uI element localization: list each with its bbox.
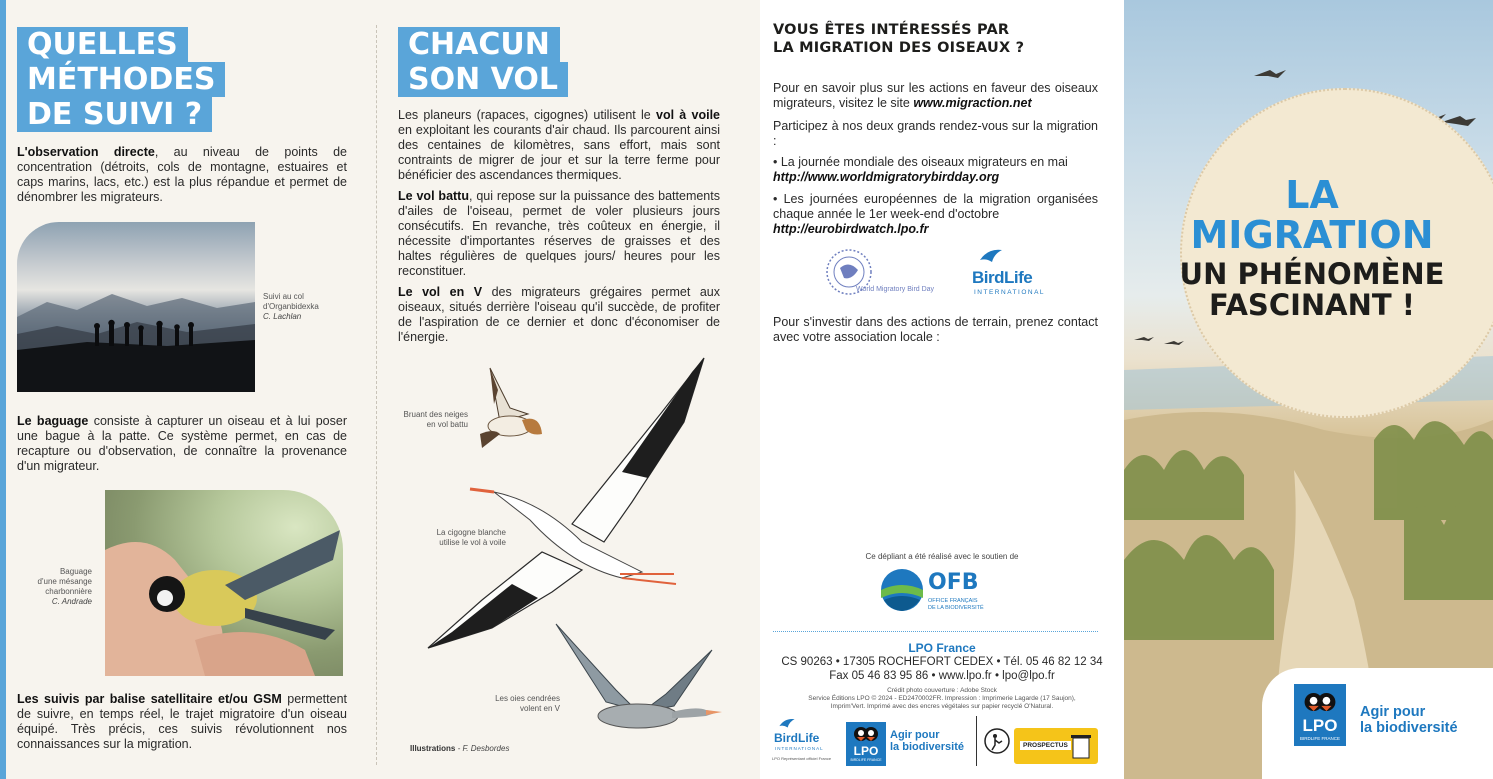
bullet-wmbd [773, 155, 1098, 185]
headline-line: SON VOL [398, 62, 568, 97]
text: Pour en savoir plus sur les actions en faveur des oiseaux migrateurs, visitez le site [773, 81, 1098, 110]
geese-label [476, 694, 560, 714]
photo-ringing-tit [105, 490, 343, 676]
paragraph-tracking [17, 692, 347, 752]
contact-line: Fax 05 46 83 95 86 • www.lpo.fr • lpo@lpo.fr [829, 670, 1055, 682]
agir-line: la biodiversité [890, 741, 964, 753]
prospectus-label: PROSPECTUS [1020, 741, 1071, 750]
cover-subtitle [1152, 257, 1472, 322]
address-line: CS 90263 • 17305 ROCHEFORT CEDEX • Tél. 05 46 82 12 34 [781, 656, 1103, 668]
paragraph-baguage [17, 414, 347, 474]
birdlife-name: BirdLife [972, 268, 1033, 287]
text: , au niveau de points de concentration (détroits, cols de montagne, estuaires et caps marins, lacs, etc.) est la plus répandue et permet de dénombrer les migrateurs. [17, 145, 347, 204]
footer-birdlife-logo [774, 716, 834, 766]
headline-line: QUELLES [17, 27, 188, 62]
methods-headline [17, 27, 225, 132]
ofb-name: OFB [928, 570, 979, 595]
puffin-icon [1302, 688, 1338, 716]
photo2-caption [30, 567, 92, 607]
headline-line: DE SUIVI ? [17, 97, 212, 132]
panel-methods [0, 0, 376, 779]
flight-headline [398, 27, 568, 97]
panel-contact [760, 0, 1124, 779]
ofb-emblem-icon [880, 568, 924, 612]
credit-line: Imprim'Vert. Imprimé avec des encres végétales sur papier recyclé O'Natural. [830, 703, 1054, 710]
headline-line: CHACUN [398, 27, 560, 62]
caption-line: d'Organbidexka [263, 302, 319, 311]
text: Les planeurs (rapaces, cigognes) utilisent le [398, 108, 656, 122]
bullet-eurobirdwatch [773, 192, 1098, 237]
cover-title-la: LA [1285, 173, 1339, 217]
birdlife-logo [972, 246, 1062, 302]
birdlife-bird-icon [978, 246, 1004, 268]
term-v-formation: Le vol en V [398, 285, 483, 299]
dotted-separator [773, 631, 1098, 632]
title-line: LA MIGRATION DES OISEAUX ? [773, 40, 1025, 56]
panel-cover [1124, 0, 1493, 779]
contact-title [773, 21, 1024, 57]
label-line: La cigogne blanche [436, 528, 506, 537]
hand-bird-illustration [105, 490, 343, 676]
subtitle-line: FASCINANT ! [1209, 288, 1415, 322]
cover-lpo-name: LPO [1302, 716, 1338, 735]
label-line: utilise le vol à voile [439, 538, 506, 547]
text: permettent de suivre, en temps réel, le trajet migratoire d'un oiseau équipé. Très précis, ces suivis révolutionnent nos connaissances sur la migration. [17, 692, 347, 751]
caption-line: Baguage [59, 567, 92, 576]
agir-line: Agir pour [1360, 704, 1426, 720]
photo-observers-silhouette [17, 222, 255, 392]
headline-line: MÉTHODES [17, 62, 225, 97]
paragraph-local-association [773, 315, 1098, 345]
label-line: en vol battu [426, 420, 468, 429]
caption-line: charbonnière [45, 587, 92, 596]
caption-line: d'une mésange [37, 577, 92, 586]
paragraph-gliding [398, 108, 720, 183]
footer-agir [890, 729, 964, 753]
subtitle-line: UN PHÉNOMÈNE [1179, 257, 1445, 291]
caption-line: Suivi au col [263, 292, 304, 301]
term-observation: L'observation directe [17, 145, 155, 159]
paragraph-v-formation [398, 285, 720, 345]
footer-lpo-sub: BIRDLIFE FRANCE [850, 758, 882, 762]
greylag-geese-illustration [546, 620, 726, 744]
footer-birdlife-name: BirdLife [774, 731, 820, 745]
support-text: Ce dépliant a été réalisé avec le soutien de [865, 552, 1019, 561]
blue-edge-bar [0, 0, 6, 779]
ofb-sub-line: OFFICE FRANÇAIS [928, 598, 978, 604]
footer-lpo-logo [846, 722, 886, 766]
text: consiste à capturer un oiseau et à lui poser une bague à la patte. Ce système permet, en cas de recapture ou d'observation, de connaître la provenance d'un migrateur. [17, 414, 347, 473]
cover-agir [1360, 704, 1458, 736]
photo1-caption [263, 292, 363, 322]
stork-label [416, 528, 506, 548]
paragraph-flapping [398, 189, 720, 279]
birdlife-bird-icon [778, 716, 796, 732]
term-baguage: Le baguage [17, 414, 89, 428]
ofb-logo [880, 568, 1010, 616]
text: Participez à nos deux grands rendez-vous sur la migration : [773, 119, 1098, 148]
wmbd-logo-text: World Migratory Bird Day [856, 286, 935, 293]
text: Pour s'investir dans des actions de terrain, prenez contact avec votre association locale : [773, 315, 1098, 344]
label-line: volent en V [519, 704, 560, 713]
footer-birdlife-note: LPO Représentant officiel France [772, 756, 832, 761]
photo-credit: C. Lachlan [263, 312, 302, 321]
agir-line: Agir pour [890, 729, 940, 741]
eurobirdwatch-link[interactable]: http://eurobirdwatch.lpo.fr [773, 222, 929, 236]
text: des migrateurs grégaires permet aux oiseaux, situés derrière l'oiseau qu'il succède, de profiter de l'aspiration de ce dernier et donc d'économiser de l'énergie. [398, 285, 720, 344]
lpo-france-heading: LPO France [908, 641, 976, 655]
wmbd-logo [824, 246, 954, 302]
illustrations-label: Illustrations [410, 744, 456, 753]
white-stork-illustration [422, 352, 712, 664]
prospectus-badge [1014, 728, 1098, 764]
migraction-link[interactable]: www.migraction.net [913, 96, 1032, 110]
label-line: Bruant des neiges [403, 410, 468, 419]
print-credits [760, 687, 1124, 711]
title-line: VOUS ÊTES INTÉRESSÉS PAR [773, 22, 1010, 38]
term-gliding: vol à voile [656, 108, 720, 122]
text: en exploitant les courants d'air chaud. Ils parcourent ainsi des centaines de kilomètres, sans effort, mais sont contraints de migrer de jour et sur la terre ferme pour bénéficier des ascendances thermiques. [398, 123, 720, 182]
text: • La journée mondiale des oiseaux migrateurs en mai [773, 155, 1068, 169]
paragraph-more-info [773, 81, 1098, 111]
credit-line: Service Éditions LPO © 2024 - ED2470002FR. Impression : Imprimerie Lagarde (17 Saujon), [808, 695, 1076, 702]
term-satellite: Les suivis par balise satellitaire et/ou GSM [17, 692, 282, 706]
cover-brand-box [1262, 668, 1493, 779]
ofb-sub [928, 598, 984, 611]
footer-lpo-name: LPO [853, 744, 879, 758]
cover-title-migration: MIGRATION [1190, 213, 1434, 257]
term-flapping: Le vol battu [398, 189, 469, 203]
text: , qui repose sur la puissance des battements d'ailes de l'oiseau, permet de voler plusieurs jours consécutifs. En revanche, très coûteux en énergie, il nécessite d'importantes réserves de graisses et des haltes régulières de quelques jours/ heures pour les reconstituer. [398, 189, 720, 278]
agir-line: la biodiversité [1360, 720, 1458, 736]
text: • Les journées européennes de la migration organisées chaque année le 1er week-end d'octobre [773, 192, 1098, 221]
trash-bin-icon [1070, 732, 1092, 760]
footer-separator [976, 716, 977, 766]
cover-lpo-logo [1294, 684, 1346, 746]
globe-icon [824, 246, 874, 302]
paragraph-events [773, 119, 1098, 149]
mountain-illustration [17, 222, 255, 392]
illustrations-credit [410, 744, 610, 754]
credit-line: Crédit photo couverture : Adobe Stock [887, 687, 997, 694]
paragraph-observation [17, 145, 347, 205]
wmbd-link[interactable]: http://www.worldmigratorybirdday.org [773, 170, 1000, 184]
photo-credit: C. Andrade [51, 597, 92, 606]
birdlife-sub: INTERNATIONAL [974, 289, 1046, 296]
cover-lpo-sub: BIRDLIFE FRANCE [1299, 736, 1340, 741]
fold-divider [376, 25, 377, 765]
footer-birdlife-sub: INTERNATIONAL [775, 746, 824, 751]
illustrations-author: - F. Desbordes [455, 744, 510, 753]
ofb-sub-line: DE LA BIODIVERSITÉ [928, 604, 984, 611]
panel-flight-types [376, 0, 760, 779]
puffin-icon [852, 724, 880, 744]
label-line: Les oies cendrées [495, 694, 560, 703]
recycle-person-icon [984, 728, 1010, 754]
